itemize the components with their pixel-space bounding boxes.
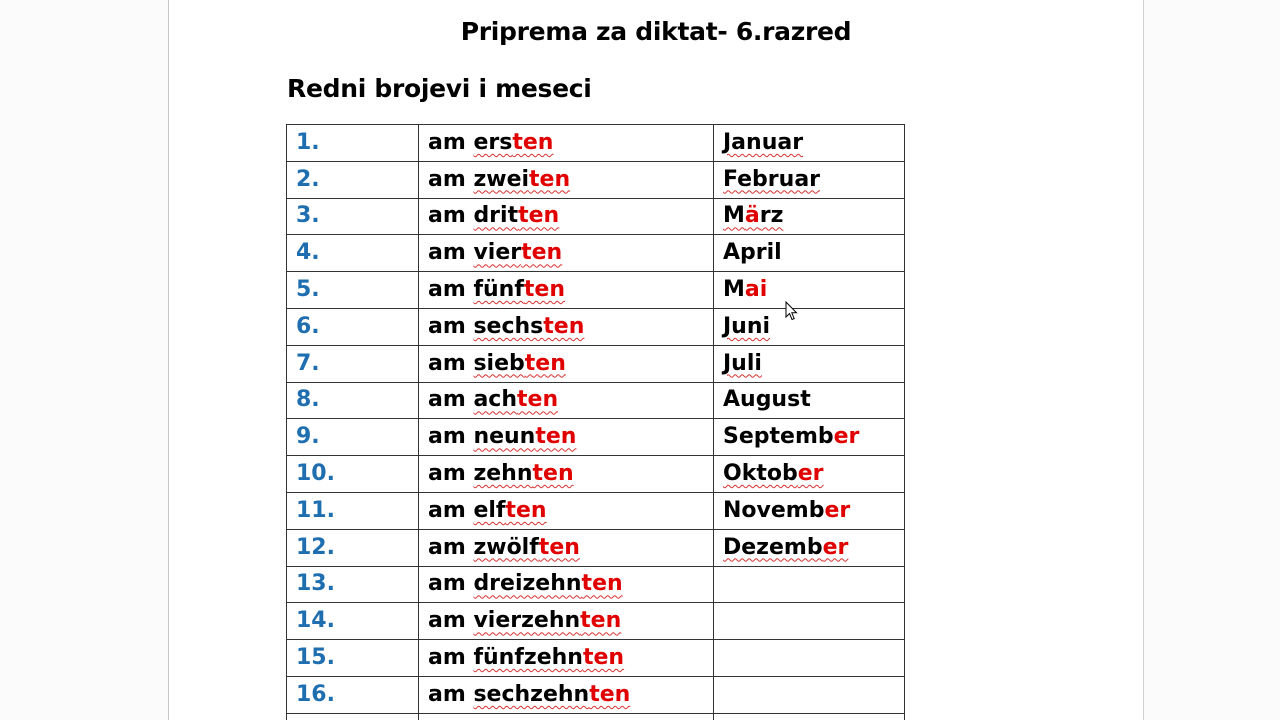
preposition: am [428,166,474,192]
ordinal-word-cell[interactable] [419,603,714,640]
table-row [287,566,905,603]
ordinal-number: 12. [296,534,335,560]
preposition: am [428,277,474,303]
month-word [723,203,783,228]
ordinal-number-cell[interactable] [287,161,419,198]
month-word [723,498,850,523]
table-row [287,529,905,566]
word-suffix: ten [589,681,631,707]
month-stem: August [723,387,811,413]
ordinal-number-cell[interactable] [287,382,419,419]
word-stem: zwei [473,166,530,192]
word-suffix: ten [529,166,571,192]
ordinal-number: 11. [296,497,335,523]
table-row [287,161,905,198]
month-suffix: er [822,534,849,560]
month-suffix: er [833,424,860,450]
word-stem: elf [473,497,506,523]
ordinal-word [473,535,579,560]
section-heading: Redni brojevi i meseci [287,74,592,103]
month-cell[interactable] [714,419,905,456]
ordinal-word [473,277,565,302]
month-suffix: er [797,461,824,487]
preposition: am [428,608,474,634]
month-word [723,535,848,560]
month-stem: Dezemb [723,534,823,560]
month-cell[interactable] [714,198,905,235]
ordinal-word-cell[interactable] [419,713,714,720]
month-cell[interactable] [714,492,905,529]
ordinal-number-cell[interactable] [287,456,419,493]
ordinal-word-cell[interactable] [419,382,714,419]
table-row [287,419,905,456]
preposition: am [428,387,474,413]
word-stem: fünf [473,277,524,303]
ordinal-word [473,130,553,155]
ordinal-number: 9. [296,424,320,450]
ordinal-word [473,240,562,265]
table-row [287,345,905,382]
ordinal-number: 14. [296,608,335,634]
word-suffix: ten [512,129,554,155]
table-row [287,456,905,493]
ordinal-word-cell[interactable] [419,308,714,345]
word-suffix: ten [523,277,566,303]
month-word [723,314,770,339]
word-suffix: ten [582,645,625,671]
table-row [287,640,905,677]
month-stem: M [723,277,745,303]
month-suffix: ai [744,277,768,303]
month-cell[interactable] [714,235,905,272]
word-stem: vierzehn [473,608,581,634]
ordinal-word-cell[interactable] [419,235,714,272]
ordinal-number: 8. [296,387,320,413]
ordinal-word-cell[interactable] [419,272,714,309]
ordinal-number: 2. [296,166,320,192]
preposition: am [428,681,474,707]
preposition: am [428,203,474,229]
month-stem: Septemb [723,424,834,450]
ordinal-word-cell[interactable] [419,345,714,382]
month-word [723,424,859,449]
ordinal-number: 15. [296,645,335,671]
month-cell[interactable] [714,566,905,603]
ordinal-word-cell[interactable] [419,676,714,713]
mouse-pointer-icon [785,301,799,321]
ordinal-word-cell[interactable] [419,529,714,566]
ordinal-number: 6. [296,313,320,339]
ordinal-number-cell[interactable] [287,640,419,677]
ordinal-word-cell[interactable] [419,492,714,529]
month-word [723,277,767,302]
table-row [287,125,905,162]
ordinal-word [473,314,584,339]
ordinal-number: 10. [296,461,335,487]
preposition: am [428,240,474,266]
month-word [723,351,762,376]
word-suffix: ten [535,424,577,450]
month-part: M [723,203,745,229]
table-row [287,308,905,345]
word-suffix: ten [524,350,566,376]
ordinal-number: 4. [296,240,320,266]
document-title: Priprema za diktat- 6.razred [460,17,852,46]
month-cell[interactable] [714,640,905,677]
ordinal-word [473,387,558,412]
month-cell[interactable] [714,308,905,345]
month-cell[interactable] [714,161,905,198]
preposition: am [428,571,474,597]
word-stem: drit [473,203,519,229]
month-suffix: er [824,497,851,523]
month-stem: Novemb [723,497,825,523]
table-row [287,235,905,272]
preposition: am [428,497,474,523]
ordinal-word-cell[interactable] [419,640,714,677]
ordinal-word-cell[interactable] [419,456,714,493]
ordinal-number-cell[interactable] [287,272,419,309]
word-suffix: ten [581,571,623,597]
month-cell[interactable] [714,456,905,493]
ordinal-word [473,461,573,486]
month-cell[interactable] [714,713,905,720]
month-word [723,130,803,155]
month-word [723,167,820,192]
table-row [287,603,905,640]
ordinal-number: 16. [296,681,335,707]
word-suffix: ten [517,387,559,413]
month-cell[interactable] [714,676,905,713]
month-cell[interactable] [714,272,905,309]
ordinal-number-cell[interactable] [287,235,419,272]
word-suffix: ten [521,240,563,266]
ordinal-number-cell[interactable] [287,125,419,162]
ordinal-number-cell[interactable] [287,566,419,603]
ordinal-number-cell[interactable] [287,529,419,566]
word-stem: ach [473,387,517,413]
ordinal-number-cell[interactable] [287,713,419,720]
preposition: am [428,645,474,671]
table-row [287,198,905,235]
ordinal-word [473,571,622,596]
table-row [287,713,905,720]
month-highlight: ä [744,203,760,229]
ordinal-number-cell[interactable] [287,676,419,713]
month-stem: Februar [723,166,821,192]
ordinal-word-cell[interactable] [419,198,714,235]
word-suffix: ten [543,313,585,339]
month-stem: Juni [723,313,771,339]
word-suffix: ten [538,534,580,560]
word-suffix: ten [518,203,560,229]
word-stem: dreizehn [473,571,582,597]
word-stem: sieb [473,350,525,376]
month-cell[interactable] [714,345,905,382]
ordinal-word [473,608,621,633]
word-stem: vier [473,240,522,266]
ordinal-number-cell[interactable] [287,492,419,529]
word-stem: zwölf [473,534,539,560]
ordinal-word-cell[interactable] [419,125,714,162]
month-cell[interactable] [714,603,905,640]
month-part: rz [759,203,784,229]
preposition: am [428,461,474,487]
document-page[interactable] [168,0,1144,720]
ordinal-number-cell[interactable] [287,603,419,640]
word-stem: zehn [473,461,533,487]
ordinal-word-cell[interactable] [419,419,714,456]
word-stem: fünfzehn [473,645,583,671]
month-word [723,240,782,265]
ordinal-number: 5. [296,277,320,303]
ordinal-word [473,498,546,523]
preposition: am [428,424,474,450]
ordinal-word [473,424,576,449]
ordinal-number: 3. [296,203,320,229]
ordinal-word [473,682,630,707]
ordinal-word [473,167,570,192]
preposition: am [428,534,474,560]
word-suffix: ten [505,497,547,523]
ordinal-number: 7. [296,350,320,376]
preposition: am [428,129,474,155]
table-row [287,676,905,713]
ordinal-number-cell[interactable] [287,419,419,456]
word-stem: ers [473,129,513,155]
month-cell[interactable] [714,382,905,419]
ordinal-number: 1. [296,129,320,155]
preposition: am [428,350,474,376]
ordinal-number-cell[interactable] [287,198,419,235]
month-cell[interactable] [714,529,905,566]
month-stem: Oktob [723,461,798,487]
ordinals-months-table [286,124,905,720]
ordinal-word-cell[interactable] [419,161,714,198]
ordinal-word [473,203,559,228]
month-word [723,461,824,486]
month-stem: Juli [723,350,762,376]
ordinal-number-cell[interactable] [287,308,419,345]
word-stem: sechzehn [473,681,590,707]
month-stem: Januar [723,129,804,155]
month-cell[interactable] [714,125,905,162]
month-stem: April [723,240,782,266]
ordinal-word-cell[interactable] [419,566,714,603]
word-stem: neun [473,424,536,450]
table-row [287,382,905,419]
preposition: am [428,313,474,339]
table-row [287,492,905,529]
ordinal-word [473,351,565,376]
ordinal-number-cell[interactable] [287,345,419,382]
word-stem: sechs [473,313,544,339]
ordinal-word [473,645,624,670]
word-suffix: ten [532,461,574,487]
month-word [723,387,811,412]
table-row [287,272,905,309]
ordinal-number: 13. [296,571,335,597]
word-suffix: ten [580,608,622,634]
